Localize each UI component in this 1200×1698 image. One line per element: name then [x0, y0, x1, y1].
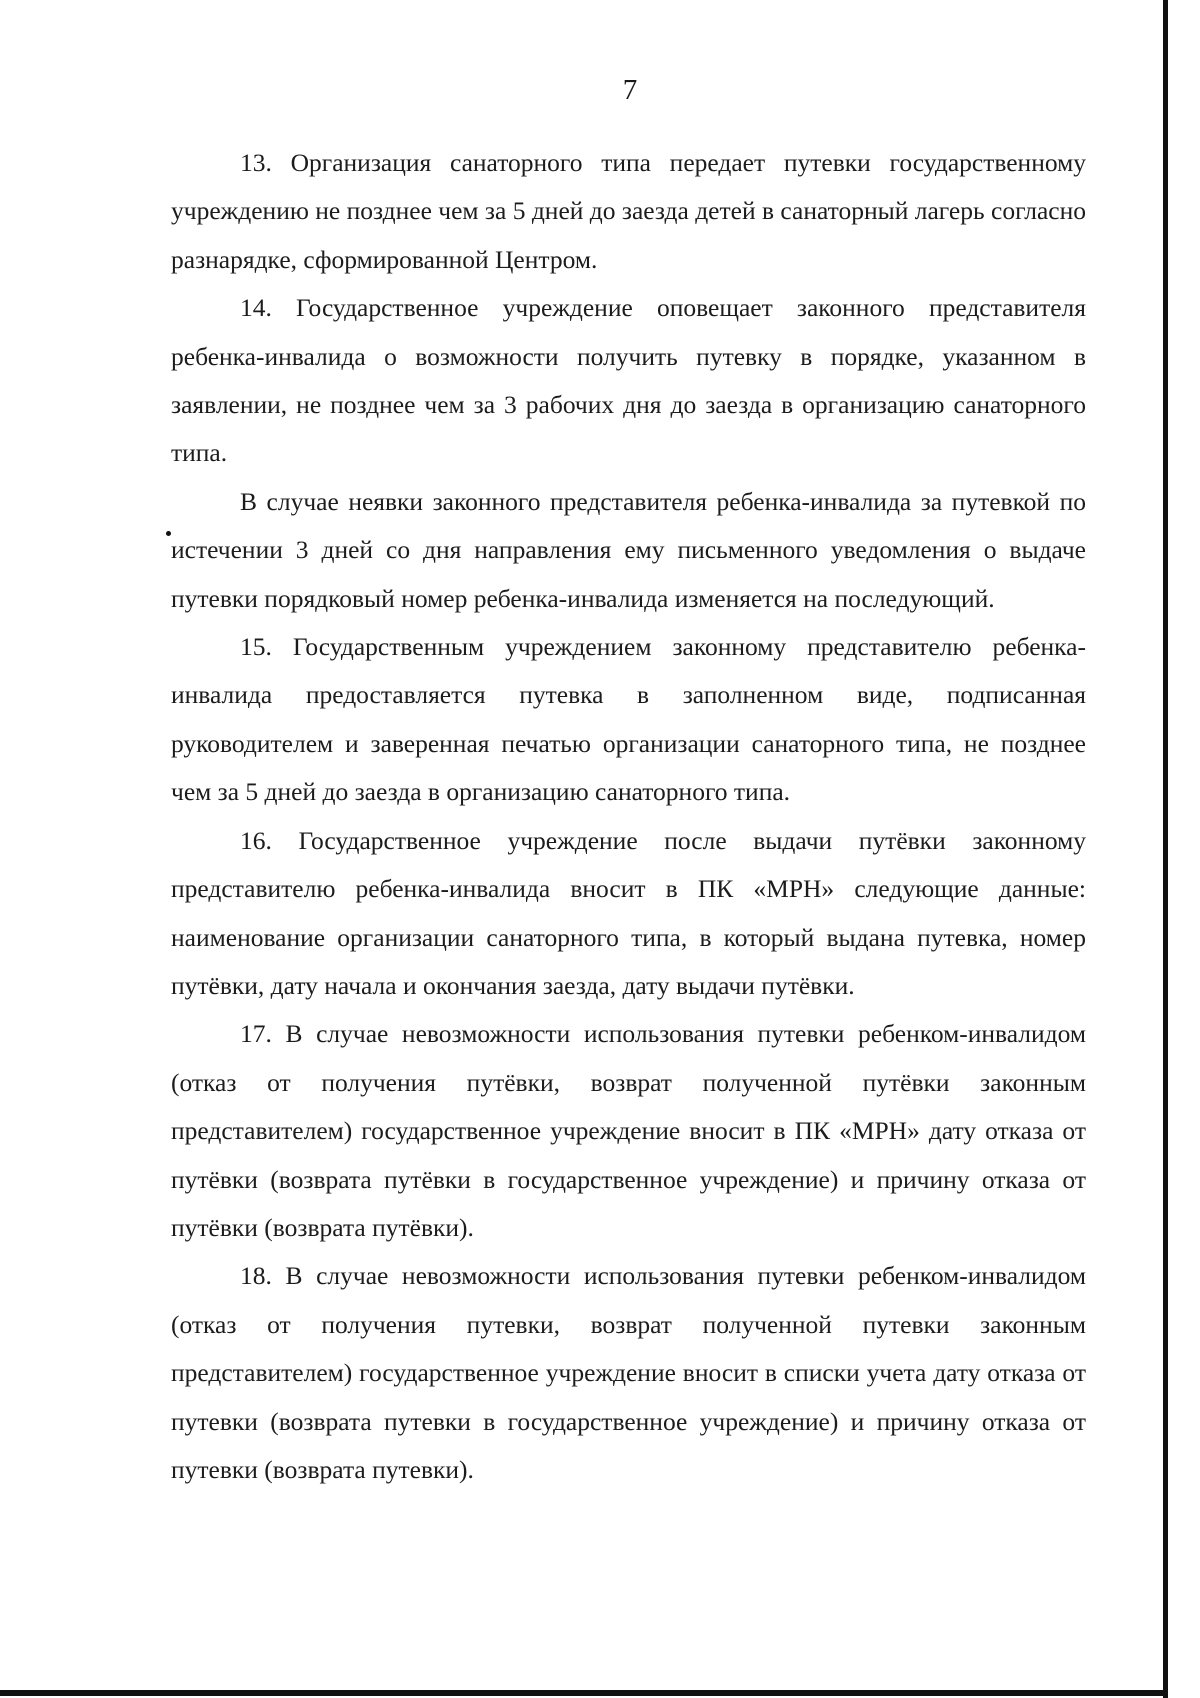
paragraph-14-continued: В случае неявки законного представителя ребенка-инвалида за путевкой по истечении 3 дней со дня направления ему письменного уведомления о выдаче путевки порядковый номер ребенка-инвалида изменяется на последующий.	[171, 486, 1086, 613]
paragraph-18: 18. В случае невозможности использования путевки ребенком-инвалидом (отказ от получения путевки, возврат полученной путевки законным представителем) государственное учреждение вносит в списки учета дату отказа от путевки (возврата путевки в государственное учреждение) и причину отказа от путевки (возврата путевки).	[171, 1261, 1086, 1484]
paragraph-16: 16. Государственное учреждение после выдачи путёвки законному представителю ребенка-инвалида вносит в ПК «МРН» следующие данные: наименование организации санаторного типа, в который выдана путевка, номер путёвки, дату начала и окончания заезда, дату выдачи путёвки.	[171, 825, 1086, 1000]
paragraph-13: 13. Организация санаторного типа передает путевки государственному учреждению не позднее чем за 5 дней до заезда детей в санаторный лагерь согласно разнарядке, сформированной Центром.	[171, 148, 1086, 274]
paragraph-14: 14. Государственное учреждение оповещает законного представителя ребенка-инвалида о возможности получить путевку в порядке, указанном в заявлении, не позднее чем за 3 рабочих дня до заезда в организацию санаторного типа.	[171, 293, 1086, 468]
scan-border-bottom	[0, 1690, 1168, 1696]
paragraph-17: 17. В случае невозможности использования путевки ребенком-инвалидом (отказ от получения путёвки, возврат полученной путёвки законным представителем) государственное учреждение вносит в ПК «МРН» дату отказа от путёвки (возврата путёвки в государственное учреждение) и причину отказа от путёвки (возврата путёвки).	[171, 1019, 1086, 1242]
paragraph-15: 15. Государственным учреждением законному представителю ребенка-инвалида предоставляется путевка в заполненном виде, подписанная руководителем и заверенная печатью организации санаторного типа, не позднее чем за 5 дней до заезда в организацию санаторного типа.	[171, 632, 1086, 807]
document-body	[171, 139, 1086, 1494]
page-number: 7	[622, 74, 638, 106]
scan-border-right	[1163, 0, 1168, 1698]
